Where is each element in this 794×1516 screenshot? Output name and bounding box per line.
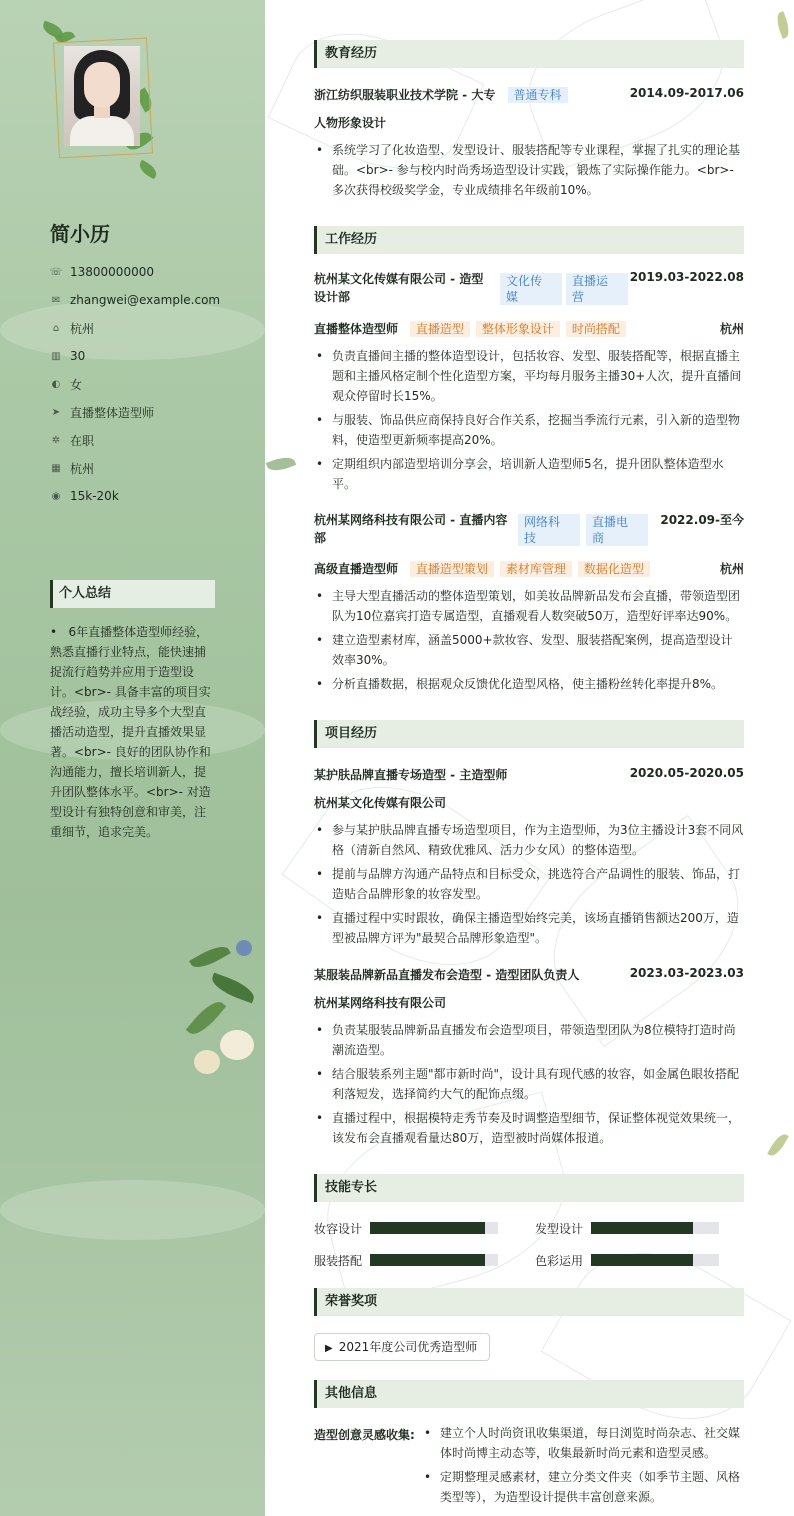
skill-bar-fill — [370, 1222, 485, 1234]
department-tag: 直播运 营 — [566, 273, 628, 305]
status-icon: ✲ — [51, 434, 61, 446]
list-item: • 定期整理灵感素材，建立分类文件夹（如季节主题、风格类型等），为造型设计提供丰富创意来源。 — [422, 1467, 744, 1507]
job-position: 高级直播造型师 — [314, 562, 399, 576]
industry-tag: 文化传 媒 — [500, 273, 562, 305]
work-title: 工作经历 — [314, 226, 744, 254]
flower-decoration — [180, 930, 265, 1090]
list-item: • 负责直播间主播的整体造型设计，包括妆容、发型、服装搭配等，根据直播主题和主播风格定制个性化造型方案，平均每月服务主播30+人次，提升直播间观众停留时长15%。 — [314, 346, 744, 406]
other-label: 造型创意灵感收集: — [314, 1428, 415, 1442]
skill-bar-fill — [370, 1254, 485, 1266]
leaf-icon — [266, 454, 296, 475]
project-header — [314, 966, 744, 983]
home-icon: ⌂ — [52, 322, 60, 334]
job-header: 杭州某文化传媒有限公司 - 造型 设计部 文化传 媒 直播运 营 2019.03-2022.08 — [314, 270, 744, 304]
phone-icon: ☏ — [49, 266, 63, 278]
leaf-icon — [767, 1131, 789, 1159]
info-salary: ◉ 15k-20k — [51, 489, 119, 503]
skill-bar — [370, 1222, 498, 1234]
job-position-row — [314, 560, 744, 577]
school-name: 浙江纺织服装职业技术学院 - 大专 — [314, 88, 496, 102]
skills-title: 技能专长 — [314, 1174, 744, 1202]
contact-info — [50, 258, 260, 510]
project-bullets — [314, 820, 744, 952]
skill-bar-fill — [591, 1222, 693, 1234]
list-item: • 提前与品牌方沟通产品特点和目标受众，挑选符合产品调性的服装、饰品，打造贴合品牌形象的妆容发型。 — [314, 864, 744, 904]
education-major: 人物形象设计 — [314, 116, 387, 130]
list-item: • 直播过程中实时跟妆，确保主播造型始终完美，该场直播销售额达200万，造型被品牌方评为"最契合品牌形象造型"。 — [314, 908, 744, 948]
play-icon: ▶ — [325, 1343, 333, 1354]
list-item: • 负责某服装品牌新品直播发布会造型项目，带领造型团队为8位模特打造时尚潮流造型。 — [314, 1020, 744, 1060]
job-bullets — [314, 346, 744, 498]
award-item[interactable]: ▶ 2021年度公司优秀造型师 — [314, 1333, 490, 1361]
project-date: 2020.05-2020.05 — [629, 766, 744, 780]
industry-tag: 网络科 技 — [518, 514, 580, 546]
summary-title: 个人总结 — [50, 580, 215, 608]
project-header — [314, 766, 744, 783]
job-city: 杭州 — [719, 322, 744, 336]
send-icon: ➤ — [51, 406, 61, 418]
skill-name: 发型设计 — [535, 1222, 584, 1236]
list-item: • 结合服装系列主题"都市新时尚"，设计具有现代感的妆容，如金属色眼妆搭配利落短发，选择简约大气的配饰点缀。 — [314, 1064, 744, 1104]
info-location: ▦ 杭州 — [51, 461, 95, 476]
info-position: ➤ 直播整体造型师 — [51, 405, 155, 420]
education-title: 教育经历 — [314, 40, 744, 68]
project-name: 某护肤品牌直播专场造型 - 主造型师 — [314, 768, 508, 782]
project-bullets — [314, 1020, 744, 1152]
info-age: ▥ 30 — [51, 349, 86, 363]
gender-icon: ◐ — [51, 378, 61, 390]
education-date: 2014.09-2017.06 — [629, 86, 744, 100]
project-company: 杭州某文化传媒有限公司 — [314, 796, 447, 810]
job-position-row — [314, 320, 744, 337]
info-phone: ☏ 13800000000 — [49, 265, 154, 279]
job-city: 杭州 — [719, 562, 744, 576]
list-item: • 参与某护肤品牌直播专场造型项目，作为主造型师，为3位主播设计3套不同风格（清新自然风、精致优雅风、活力少女风）的整体造型。 — [314, 820, 744, 860]
skill-tag: 直播造型策划 — [410, 561, 494, 577]
salary-icon: ◉ — [51, 490, 61, 502]
list-item: • 建立造型素材库，涵盖5000+款妆容、发型、服装搭配案例，提高造型设计效率30%。 — [314, 630, 744, 670]
job-header: 杭州某网络科技有限公司 - 直播内容 部 网络科 技 直播电 商 2022.09-至今 — [314, 513, 744, 545]
education-header — [314, 86, 744, 103]
department-tag: 直播电 商 — [586, 514, 648, 546]
job-date: 2019.03-2022.08 — [629, 270, 744, 284]
skill-bar-fill — [591, 1254, 693, 1266]
project-date: 2023.03-2023.03 — [629, 966, 744, 980]
list-item: • 建立个人时尚资讯收集渠道，每日浏览时尚杂志、社交媒体时尚博主动态等，收集最新时尚元素和造型灵感。 — [422, 1423, 744, 1463]
skill-tag: 素材库管理 — [500, 561, 572, 577]
profile-name: 简小历 — [50, 222, 110, 246]
info-gender: ◐ 女 — [51, 377, 83, 392]
leaf-icon — [774, 11, 792, 39]
info-email: ✉ zhangwei@example.com — [51, 293, 221, 307]
project-company: 杭州某网络科技有限公司 — [314, 996, 447, 1010]
skill-bar — [591, 1222, 719, 1234]
portrait-photo — [64, 46, 140, 146]
list-item: • 分析直播数据，根据观众反馈优化造型风格，使主播粉丝转化率提升8%。 — [314, 674, 744, 694]
leaf-icon — [137, 160, 160, 180]
skill-name: 色彩运用 — [535, 1254, 584, 1268]
summary-list — [50, 622, 212, 842]
list-item: • 与服装、饰品供应商保持良好合作关系，挖掘当季流行元素，引入新的造型物料，使造型更新频率提高20%。 — [314, 410, 744, 450]
projects-title: 项目经历 — [314, 720, 744, 748]
list-item: • 直播过程中，根据模特走秀节奏及时调整造型细节，保证整体视觉效果统一，该发布会直播观看量达80万，造型被时尚媒体报道。 — [314, 1108, 744, 1148]
job-position: 直播整体造型师 — [314, 322, 399, 336]
avatar — [42, 24, 162, 194]
project-name: 某服装品牌新品直播发布会造型 - 造型团队负责人 — [314, 968, 580, 982]
skill-tag: 时尚搭配 — [566, 321, 626, 337]
other-bullets — [422, 1423, 744, 1511]
summary-text: • 6年直播整体造型师经验，熟悉直播行业特点，能快速捕捉流行趋势并应用于造型设计。<br>- 具备丰富的项目实战经验，成功主导多个大型直播活动造型，提升直播效果显著。<br>- 良好的团队协作和沟通能力，擅长培训新人，提升团队整体水平。<br>- 对造型设计有独特创意和审美，注重细节，追求完美。 — [50, 625, 211, 839]
building-icon: ▦ — [51, 462, 61, 474]
cake-icon: ▥ — [51, 350, 61, 362]
info-city: ⌂ 杭州 — [50, 314, 260, 342]
list-item: • 定期组织内部造型培训分享会，培训新人造型师5名，提升团队整体造型水平。 — [314, 454, 744, 494]
sidebar-texture — [0, 1180, 265, 1240]
skill-tag: 直播造型 — [410, 321, 470, 337]
mail-icon: ✉ — [51, 294, 61, 306]
skill-bar — [370, 1254, 498, 1266]
skill-name: 妆容设计 — [314, 1222, 363, 1236]
info-status: ✲ 在职 — [51, 433, 95, 448]
job-bullets — [314, 586, 744, 698]
other-title: 其他信息 — [314, 1380, 744, 1408]
skill-bar — [591, 1254, 719, 1266]
skill-tag: 数据化造型 — [578, 561, 650, 577]
job-date: 2022.09-至今 — [660, 513, 744, 527]
education-tag: 普通专科 — [508, 87, 568, 103]
honors-title: 荣誉奖项 — [314, 1288, 744, 1316]
education-desc: • 系统学习了化妆造型、发型设计、服装搭配等专业课程，掌握了扎实的理论基础。<br>- 参与校内时尚秀场造型设计实践，锻炼了实际操作能力。<br>- 多次获得校级奖学金，专业成绩排名年级前10%。 — [314, 140, 744, 204]
sidebar — [0, 0, 265, 1516]
list-item: • 主导大型直播活动的整体造型策划，如美妆品牌新品发布会直播，带领造型团队为10位嘉宾打造专属造型，直播观看人数突破50万，造型好评率达90%。 — [314, 586, 744, 626]
skill-tag: 整体形象设计 — [476, 321, 560, 337]
skill-name: 服装搭配 — [314, 1254, 363, 1268]
